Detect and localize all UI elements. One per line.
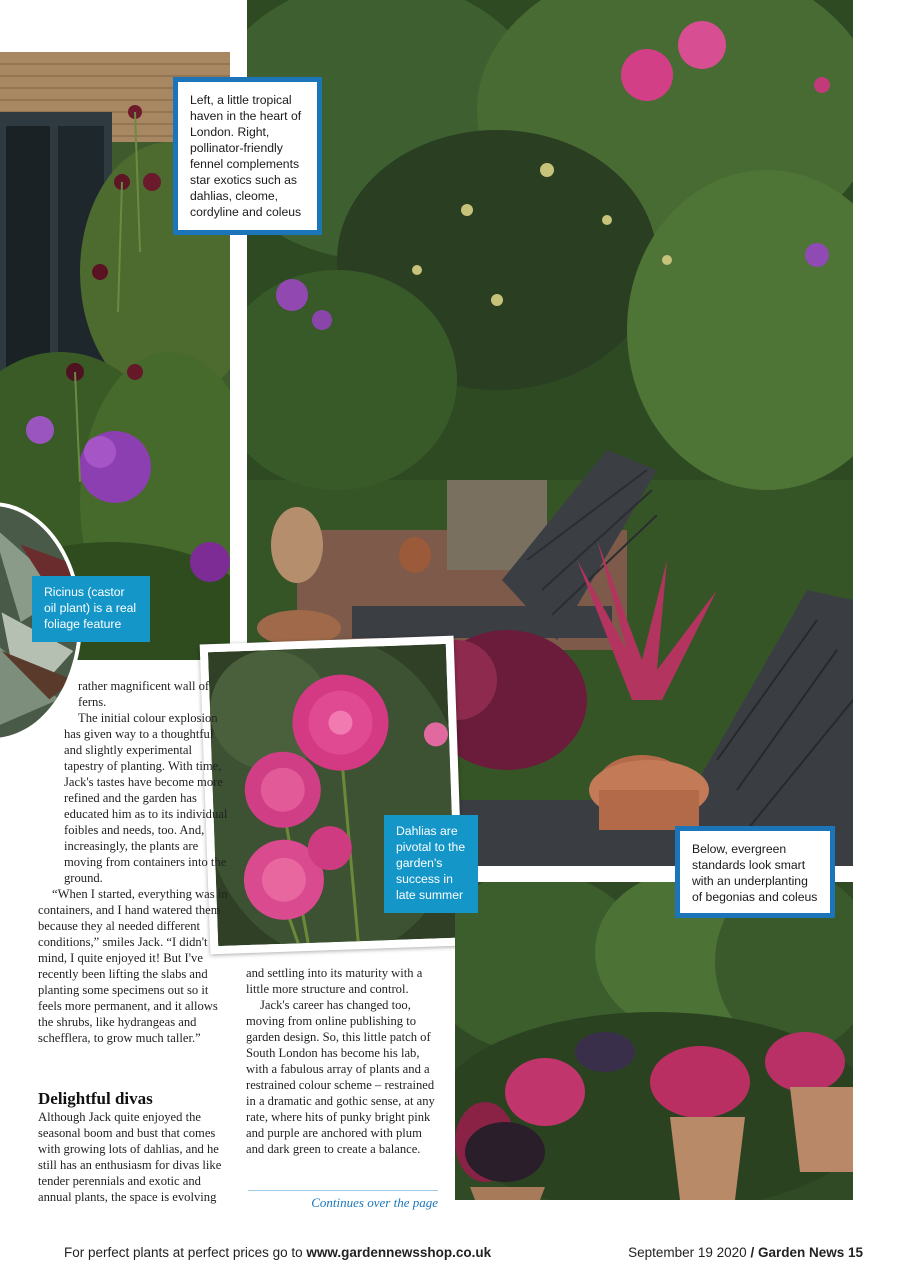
footer-folio bbox=[628, 1245, 863, 1260]
caption-top bbox=[173, 77, 322, 235]
caption-dahlias-text: Dahlias are pivotal to the garden's success in late summer bbox=[396, 824, 466, 902]
column-left-bottom bbox=[38, 1109, 230, 1205]
caption-below bbox=[675, 826, 835, 918]
footer-date: September 19 2020 bbox=[628, 1245, 751, 1260]
section-heading: Delightful divas bbox=[38, 1089, 153, 1108]
caption-ricinus-text: Ricinus (castor oil plant) is a real foliage feature bbox=[44, 585, 137, 631]
paragraph: The initial colour explosion has given way to a thoughtful and slightly experimental tapestry of planting. With time, Jack's tastes have become more refined and the garden has educated him as to its individual foibles and needs, too. And, increasingly, the plants are moving from containers into the ground. bbox=[64, 711, 228, 885]
caption-top-text: Left, a little tropical haven in the heart of London. Right, pollinator-friendly fennel complements star exotics such as dahlias, cleome, cordyline and coleus bbox=[190, 93, 302, 219]
footer-promo bbox=[64, 1245, 491, 1260]
footer-shop-link[interactable]: www.gardennewsshop.co.uk bbox=[306, 1245, 492, 1260]
caption-dahlias bbox=[384, 815, 478, 913]
paragraph: and settling into its maturity with a little more structure and control. bbox=[246, 966, 423, 996]
paragraph: Jack's career has changed too, moving from online publishing to garden design. So, this little patch of South London has become his lab, with a fabulous array of plants and a restrained colour scheme – restrained in a dramatic and gothic sense, at any rate, where hits of punky bright pink and purple are anchored with plum and dark green to create a balance. bbox=[246, 998, 435, 1156]
column-left-top bbox=[38, 678, 228, 1046]
photo-evergreen-standards bbox=[455, 882, 853, 1200]
paragraph: rather magnificent wall of ferns. bbox=[78, 679, 210, 709]
footer-magazine-page: / Garden News 15 bbox=[750, 1245, 863, 1260]
paragraph: Although Jack quite enjoyed the seasonal boom and bust that comes with growing lots of dahlias, and he still has an enthusiasm for divas like tender perennials and exotic and annual plants, the space is evolving bbox=[38, 1110, 222, 1204]
paragraph: “When I started, everything was in containers, and I hand watered them because they al needed different conditions,” smiles Jack. “I didn't mind, I quite enjoyed it! But I've recently been lifting the slabs and planting some specimens out so it feels more permanent, and it allows the shrubs, like hydrangeas and schefflera, to grow much taller.” bbox=[38, 887, 228, 1045]
caption-ricinus bbox=[32, 576, 150, 642]
column-middle bbox=[246, 965, 438, 1157]
footer-promo-text: For perfect plants at perfect prices go to bbox=[64, 1245, 307, 1260]
continues-link[interactable]: Continues over the page bbox=[248, 1190, 438, 1211]
caption-below-text: Below, evergreen standards look smart with an underplanting of begonias and coleus bbox=[692, 842, 818, 904]
